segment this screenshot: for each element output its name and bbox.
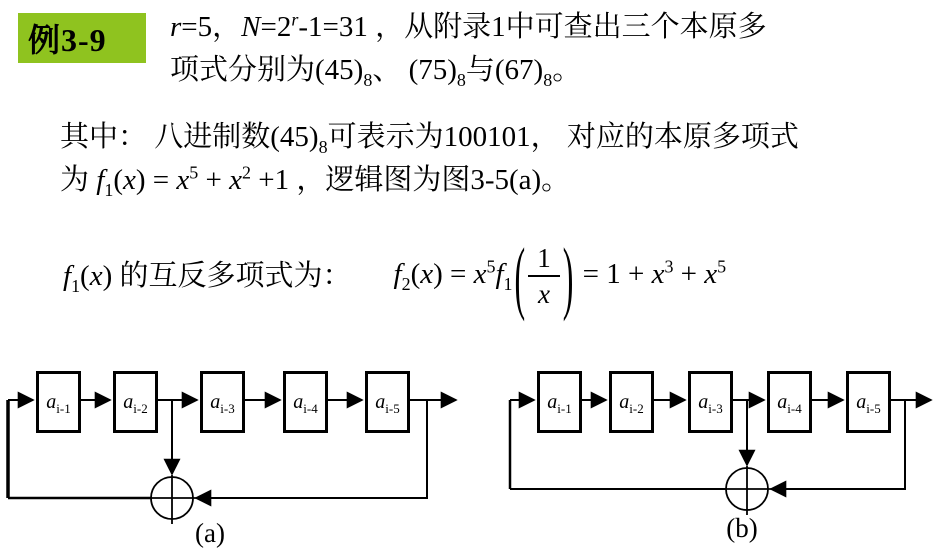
- register-box: $a_{i-3}$: [200, 371, 245, 433]
- figure-caption-b: (b): [726, 513, 758, 543]
- figure-caption-a: (a): [195, 518, 225, 548]
- register-box: $a_{i-2}$: [609, 371, 654, 433]
- register-box: $a_{i-1}$: [36, 371, 81, 433]
- lfsr-diagram-b: [470, 355, 945, 559]
- register-box: $a_{i-5}$: [365, 371, 410, 433]
- register-box: $a_{i-2}$: [113, 371, 158, 433]
- register-box: $a_{i-4}$: [283, 371, 328, 433]
- paragraph-intro: r=5，$N=2^r-1=31$ ，从附录1中可查出三个本原多 项式分别为$(45)_8$、 $(75)_8$与$(67)_8$。: [170, 9, 767, 90]
- register-box: $a_{i-4}$: [767, 371, 812, 433]
- reciprocal-polynomial-line: [63, 230, 726, 322]
- register-box: $a_{i-3}$: [688, 371, 733, 433]
- example-badge: [18, 13, 146, 63]
- f2-formula: $f_2(x) = x^5f_1$( $\frac{1}{x}$ ) = $1 + x^3 + x^5$: [393, 230, 727, 322]
- reciprocal-intro: $f_1(x)$ 的互反多项式为：: [63, 259, 352, 296]
- paragraph-octal-expansion: 其中： 八进制数$(45)_8$可表示为100101， 对应的本原多项式 为 $f_1(x) = x^5 + x^2 +1$ ，逻辑图为图3-5(a)。: [60, 121, 799, 200]
- register-box: $a_{i-5}$: [846, 371, 891, 433]
- register-box: $a_{i-1}$: [537, 371, 582, 433]
- lfsr-diagram-a: [0, 355, 470, 559]
- example-badge-label: 例3-9: [28, 22, 107, 58]
